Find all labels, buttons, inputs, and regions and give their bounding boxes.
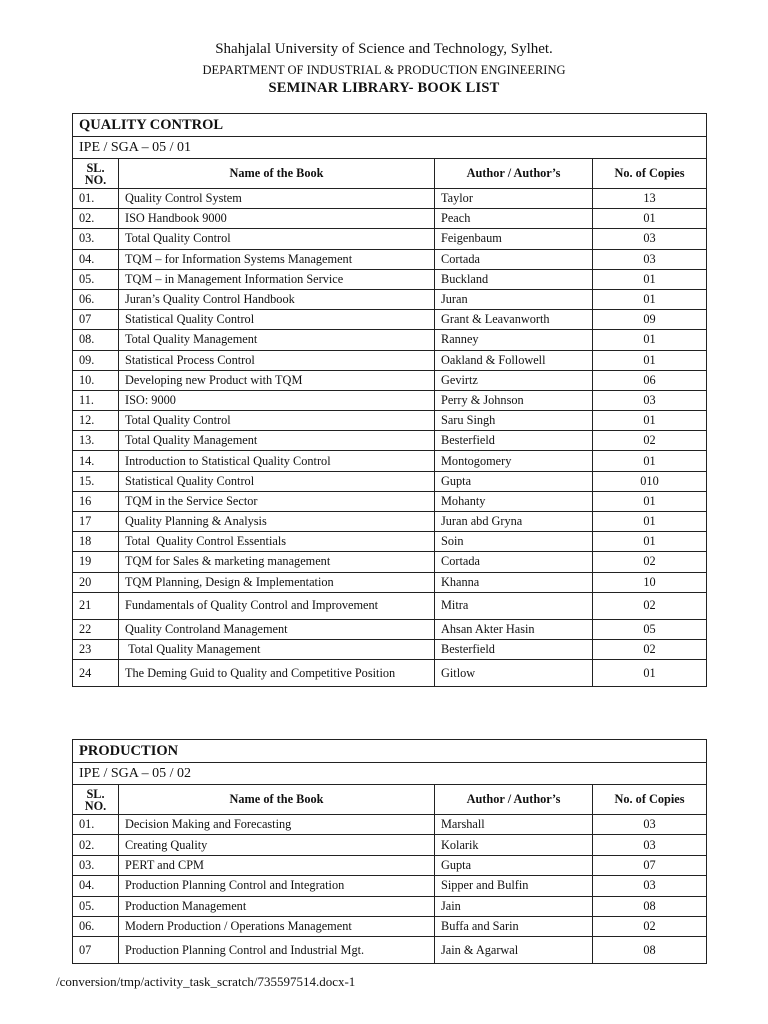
- cell-book-name: Modern Production / Operations Management: [119, 916, 435, 936]
- table-row: [73, 229, 707, 249]
- cell-copies: 02: [593, 431, 707, 451]
- cell-book-name: TQM – for Information Systems Management: [119, 249, 435, 269]
- cell-book-name: ISO Handbook 9000: [119, 209, 435, 229]
- table-row: [73, 639, 707, 659]
- table-row: [73, 350, 707, 370]
- column-header-sl: SL. NO.: [73, 785, 119, 815]
- table-row: [73, 876, 707, 896]
- cell-sl: 21: [73, 592, 119, 619]
- table-row: [73, 916, 707, 936]
- cell-book-name: Quality Planning & Analysis: [119, 512, 435, 532]
- cell-sl: 18: [73, 532, 119, 552]
- cell-copies: 03: [593, 876, 707, 896]
- section-title: PRODUCTION: [73, 740, 707, 763]
- table-row: [73, 937, 707, 964]
- cell-copies: 01: [593, 269, 707, 289]
- table-row: [73, 552, 707, 572]
- cell-author: Juran: [435, 289, 593, 309]
- cell-book-name: Statistical Quality Control: [119, 310, 435, 330]
- cell-book-name: TQM for Sales & marketing management: [119, 552, 435, 572]
- cell-book-name: Production Management: [119, 896, 435, 916]
- cell-copies: 05: [593, 619, 707, 639]
- table-row: [73, 411, 707, 431]
- cell-book-name: Quality Controland Management: [119, 619, 435, 639]
- cell-author: Cortada: [435, 249, 593, 269]
- cell-book-name: TQM in the Service Sector: [119, 491, 435, 511]
- cell-book-name: Total Quality Management: [119, 639, 435, 659]
- cell-sl: 01.: [73, 189, 119, 209]
- column-header-row: [73, 785, 707, 815]
- cell-author: Sipper and Bulfin: [435, 876, 593, 896]
- cell-sl: 24: [73, 660, 119, 687]
- cell-author: Taylor: [435, 189, 593, 209]
- cell-book-name: Production Planning Control and Industrial Mgt.: [119, 937, 435, 964]
- cell-copies: 10: [593, 572, 707, 592]
- cell-sl: 07: [73, 310, 119, 330]
- cell-copies: 010: [593, 471, 707, 491]
- cell-author: Marshall: [435, 815, 593, 835]
- cell-author: Gitlow: [435, 660, 593, 687]
- cell-sl: 04.: [73, 876, 119, 896]
- column-header-copies: No. of Copies: [593, 159, 707, 189]
- cell-sl: 19: [73, 552, 119, 572]
- cell-copies: 07: [593, 855, 707, 875]
- cell-copies: 01: [593, 289, 707, 309]
- column-header-copies: No. of Copies: [593, 785, 707, 815]
- cell-copies: 03: [593, 815, 707, 835]
- document-title: SEMINAR LIBRARY- BOOK LIST: [268, 80, 500, 96]
- table-row: [73, 660, 707, 687]
- cell-sl: 02.: [73, 209, 119, 229]
- cell-sl: 09.: [73, 350, 119, 370]
- cell-book-name: Introduction to Statistical Quality Control: [119, 451, 435, 471]
- cell-sl: 15.: [73, 471, 119, 491]
- cell-copies: 02: [593, 916, 707, 936]
- table-row: [73, 249, 707, 269]
- table-row: [73, 330, 707, 350]
- table-row: [73, 896, 707, 916]
- column-header-author: Author / Author’s: [435, 785, 593, 815]
- cell-author: Montogomery: [435, 451, 593, 471]
- cell-book-name: PERT and CPM: [119, 855, 435, 875]
- cell-book-name: The Deming Guid to Quality and Competitive Position: [119, 660, 435, 687]
- cell-sl: 22: [73, 619, 119, 639]
- cell-author: Besterfield: [435, 639, 593, 659]
- cell-sl: 10.: [73, 370, 119, 390]
- table-row: [73, 209, 707, 229]
- cell-sl: 07: [73, 937, 119, 964]
- table-row: [73, 855, 707, 875]
- cell-author: Grant & Leavanworth: [435, 310, 593, 330]
- cell-copies: 01: [593, 660, 707, 687]
- cell-book-name: TQM Planning, Design & Implementation: [119, 572, 435, 592]
- table-row: [73, 815, 707, 835]
- table-row: [73, 512, 707, 532]
- cell-book-name: Total Quality Control Essentials: [119, 532, 435, 552]
- department-name: DEPARTMENT OF INDUSTRIAL & PRODUCTION ENGINEERING: [202, 63, 566, 77]
- cell-author: Besterfield: [435, 431, 593, 451]
- cell-author: Gevirtz: [435, 370, 593, 390]
- table-row: [73, 451, 707, 471]
- cell-sl: 20: [73, 572, 119, 592]
- cell-author: Jain & Agarwal: [435, 937, 593, 964]
- cell-author: Cortada: [435, 552, 593, 572]
- table-row: [73, 572, 707, 592]
- cell-book-name: Quality Control System: [119, 189, 435, 209]
- table-row: [73, 310, 707, 330]
- cell-copies: 08: [593, 896, 707, 916]
- cell-author: Mohanty: [435, 491, 593, 511]
- cell-book-name: Creating Quality: [119, 835, 435, 855]
- cell-sl: 12.: [73, 411, 119, 431]
- cell-copies: 02: [593, 592, 707, 619]
- cell-copies: 01: [593, 330, 707, 350]
- cell-book-name: Fundamentals of Quality Control and Improvement: [119, 592, 435, 619]
- cell-copies: 01: [593, 209, 707, 229]
- cell-copies: 01: [593, 532, 707, 552]
- column-header-author: Author / Author’s: [435, 159, 593, 189]
- cell-book-name: Production Planning Control and Integration: [119, 876, 435, 896]
- cell-author: Buffa and Sarin: [435, 916, 593, 936]
- cell-book-name: Decision Making and Forecasting: [119, 815, 435, 835]
- cell-copies: 01: [593, 350, 707, 370]
- cell-sl: 08.: [73, 330, 119, 350]
- column-header-sl: SL. NO.: [73, 159, 119, 189]
- cell-book-name: Developing new Product with TQM: [119, 370, 435, 390]
- cell-book-name: Total Quality Control: [119, 229, 435, 249]
- table-row: [73, 189, 707, 209]
- cell-author: Feigenbaum: [435, 229, 593, 249]
- cell-author: Kolarik: [435, 835, 593, 855]
- quality-control-table: [72, 113, 707, 687]
- cell-book-name: Total Quality Management: [119, 330, 435, 350]
- cell-author: Juran abd Gryna: [435, 512, 593, 532]
- cell-book-name: Statistical Quality Control: [119, 471, 435, 491]
- cell-author: Jain: [435, 896, 593, 916]
- cell-sl: 01.: [73, 815, 119, 835]
- table-row: [73, 532, 707, 552]
- cell-author: Ahsan Akter Hasin: [435, 619, 593, 639]
- table-row: [73, 390, 707, 410]
- table-row: [73, 835, 707, 855]
- cell-author: Gupta: [435, 471, 593, 491]
- cell-sl: 03.: [73, 229, 119, 249]
- file-path-footer: /conversion/tmp/activity_task_scratch/735597514.docx-1: [56, 974, 356, 989]
- section-code: IPE / SGA – 05 / 02: [73, 763, 707, 785]
- cell-copies: 08: [593, 937, 707, 964]
- section-title: QUALITY CONTROL: [73, 114, 707, 137]
- cell-sl: 17: [73, 512, 119, 532]
- cell-sl: 03.: [73, 855, 119, 875]
- cell-book-name: Juran’s Quality Control Handbook: [119, 289, 435, 309]
- cell-sl: 13.: [73, 431, 119, 451]
- table-row: [73, 619, 707, 639]
- table-row: [73, 592, 707, 619]
- cell-author: Saru Singh: [435, 411, 593, 431]
- cell-copies: 01: [593, 512, 707, 532]
- cell-copies: 13: [593, 189, 707, 209]
- cell-author: Peach: [435, 209, 593, 229]
- cell-book-name: Total Quality Control: [119, 411, 435, 431]
- cell-copies: 06: [593, 370, 707, 390]
- cell-sl: 02.: [73, 835, 119, 855]
- cell-book-name: Total Quality Management: [119, 431, 435, 451]
- cell-sl: 16: [73, 491, 119, 511]
- cell-book-name: ISO: 9000: [119, 390, 435, 410]
- table-row: [73, 289, 707, 309]
- production-table: [72, 739, 707, 964]
- cell-author: Khanna: [435, 572, 593, 592]
- table-row: [73, 491, 707, 511]
- cell-sl: 06.: [73, 916, 119, 936]
- cell-copies: 01: [593, 491, 707, 511]
- table-row: [73, 431, 707, 451]
- cell-sl: 11.: [73, 390, 119, 410]
- cell-copies: 03: [593, 249, 707, 269]
- cell-book-name: Statistical Process Control: [119, 350, 435, 370]
- cell-author: Ranney: [435, 330, 593, 350]
- cell-book-name: TQM – in Management Information Service: [119, 269, 435, 289]
- cell-sl: 05.: [73, 896, 119, 916]
- table-row: [73, 471, 707, 491]
- cell-copies: 01: [593, 451, 707, 471]
- cell-copies: 02: [593, 552, 707, 572]
- cell-copies: 03: [593, 835, 707, 855]
- university-name: Shahjalal University of Science and Technology, Sylhet.: [215, 41, 553, 57]
- section-code: IPE / SGA – 05 / 01: [73, 137, 707, 159]
- column-header-name: Name of the Book: [119, 159, 435, 189]
- cell-sl: 05.: [73, 269, 119, 289]
- cell-author: Perry & Johnson: [435, 390, 593, 410]
- cell-author: Mitra: [435, 592, 593, 619]
- cell-author: Oakland & Followell: [435, 350, 593, 370]
- cell-sl: 04.: [73, 249, 119, 269]
- cell-copies: 09: [593, 310, 707, 330]
- cell-sl: 06.: [73, 289, 119, 309]
- cell-copies: 03: [593, 229, 707, 249]
- table-row: [73, 370, 707, 390]
- column-header-name: Name of the Book: [119, 785, 435, 815]
- cell-copies: 01: [593, 411, 707, 431]
- column-header-row: [73, 159, 707, 189]
- table-row: [73, 269, 707, 289]
- cell-copies: 02: [593, 639, 707, 659]
- cell-sl: 14.: [73, 451, 119, 471]
- cell-copies: 03: [593, 390, 707, 410]
- cell-author: Buckland: [435, 269, 593, 289]
- cell-author: Gupta: [435, 855, 593, 875]
- cell-sl: 23: [73, 639, 119, 659]
- cell-author: Soin: [435, 532, 593, 552]
